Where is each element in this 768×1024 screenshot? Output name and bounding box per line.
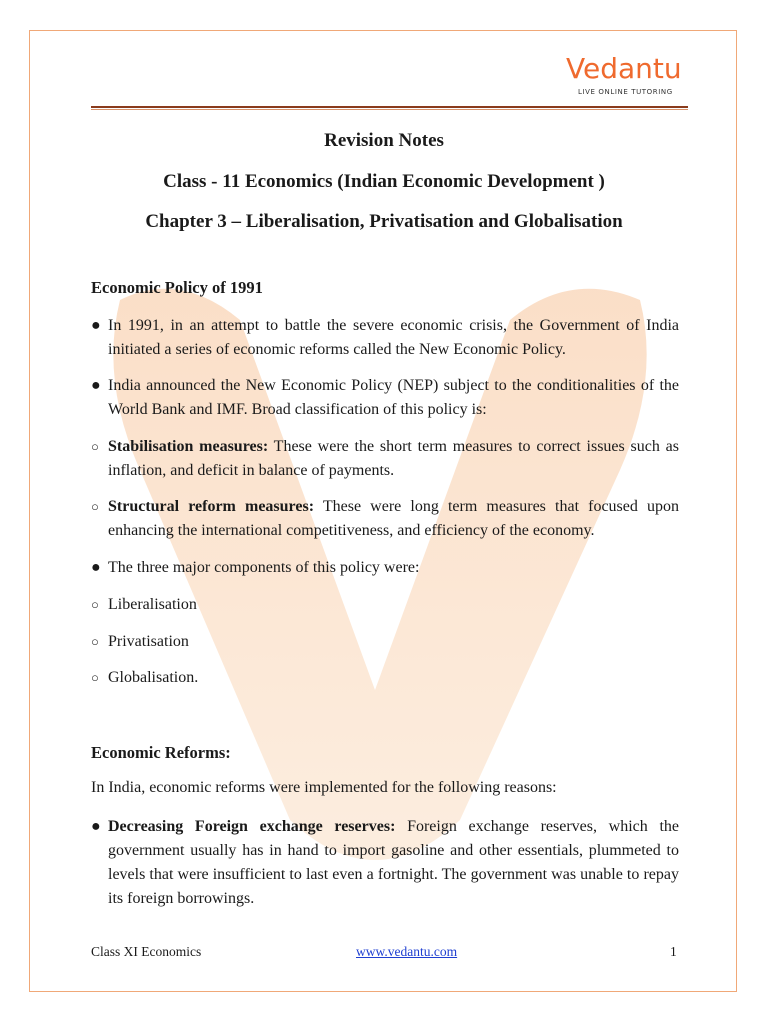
list-item [91, 314, 679, 362]
list-item [91, 593, 679, 617]
footer-website-link[interactable]: www.vedantu.com [356, 944, 458, 959]
circle-bullet-icon: ○ [91, 439, 99, 454]
logo-wordmark: Vedantu [566, 52, 682, 85]
header-divider-light [91, 109, 688, 110]
list-item [91, 666, 679, 690]
term-label: Stabilisation measures: [108, 438, 269, 455]
circle-bullet-icon: ○ [91, 499, 99, 514]
class-subtitle: Class - 11 Economics (Indian Economic Development ) [163, 171, 605, 192]
list-item-text: These were long term measures that focused upon enhancing the international competitiveness, and efficiency of the economy. [108, 498, 680, 539]
term-label: Structural reform measures: [108, 498, 315, 515]
list-item [91, 556, 679, 580]
list-item-text: Privatisation [108, 633, 189, 650]
list-item [91, 495, 679, 543]
intro-paragraph: In India, economic reforms were implemented for the following reasons: [91, 779, 557, 796]
list-item [91, 630, 679, 654]
footer-class-label: Class XI Economics [91, 944, 202, 959]
list-item-text: India announced the New Economic Policy (NEP) subject to the conditionalities of the World Bank and IMF. Broad classification of this policy is: [108, 377, 679, 418]
chapter-title: Chapter 3 – Liberalisation, Privatisation and Globalisation [145, 211, 623, 232]
section-heading: Economic Reforms: [91, 743, 231, 762]
list-item [91, 374, 679, 422]
list-item-text: Globalisation. [108, 669, 199, 686]
circle-bullet-icon: ○ [91, 670, 99, 685]
bullet-icon: ● [91, 377, 101, 394]
list-item-text: The three major components of this policy were: [108, 559, 420, 576]
logo-tagline: LIVE ONLINE TUTORING [578, 88, 673, 96]
list-item [91, 815, 679, 911]
page-number: 1 [670, 944, 677, 959]
list-item-text: Liberalisation [108, 596, 197, 613]
vedantu-logo [566, 52, 686, 100]
list-item-text: In 1991, in an attempt to battle the severe economic crisis, the Government of India initiated a series of economic reforms called the New Economic Policy. [108, 317, 679, 358]
bullet-icon: ● [91, 559, 101, 576]
list-item [91, 435, 679, 483]
header-divider [91, 106, 688, 108]
section-heading: Economic Policy of 1991 [91, 278, 263, 297]
term-label: Decreasing Foreign exchange reserves: [108, 818, 396, 835]
bullet-icon: ● [91, 317, 101, 334]
list-item-text: These were the short term measures to correct issues such as inflation, and deficit in balance of payments. [108, 438, 679, 479]
page-title: Revision Notes [324, 130, 444, 151]
list-item-text: Foreign exchange reserves, which the government usually has in hand to import gasoline and other essentials, plummeted to levels that were insufficient to last even a fortnight. The government was unable to repay its foreign borrowings. [108, 818, 679, 907]
circle-bullet-icon: ○ [91, 597, 99, 612]
circle-bullet-icon: ○ [91, 634, 99, 649]
bullet-icon: ● [91, 818, 101, 835]
